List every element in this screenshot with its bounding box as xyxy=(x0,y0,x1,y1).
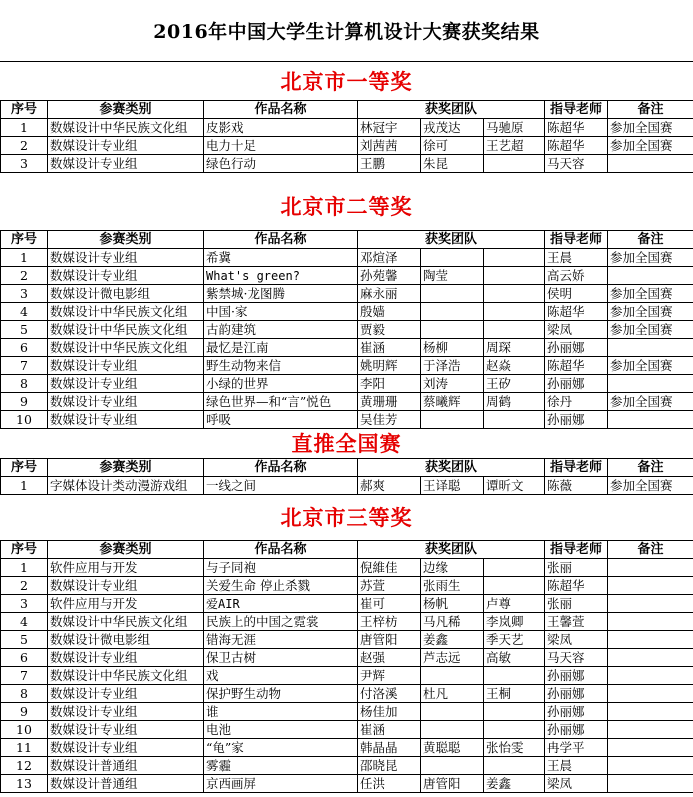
table-header-row xyxy=(1,541,693,559)
row-note xyxy=(608,757,693,775)
team-member: 于泽浩 xyxy=(421,357,484,375)
section-heading: 北京市三等奖 xyxy=(280,505,413,530)
row-work-title: 皮影戏 xyxy=(204,119,358,137)
table-row xyxy=(1,757,693,775)
results-table xyxy=(0,100,693,173)
row-advisor: 马天容 xyxy=(545,155,608,173)
team-member xyxy=(421,285,484,303)
header-category: 参赛类别 xyxy=(48,101,204,119)
team-member: 黄珊珊 xyxy=(358,393,421,411)
row-category: 字媒体设计类动漫游戏组 xyxy=(48,477,204,495)
team-member xyxy=(421,249,484,267)
header-team: 获奖团队 xyxy=(358,101,545,119)
row-note xyxy=(608,559,693,577)
team-member: 唐管阳 xyxy=(358,631,421,649)
table-row xyxy=(1,339,693,357)
row-category: 数媒设计专业组 xyxy=(48,267,204,285)
header-advisor: 指导老师 xyxy=(545,541,608,559)
header-note: 备注 xyxy=(608,101,693,119)
results-table xyxy=(0,458,693,495)
row-index: 13 xyxy=(1,775,48,793)
team-member: 刘涛 xyxy=(421,375,484,393)
team-member: 苏萱 xyxy=(358,577,421,595)
row-index: 7 xyxy=(1,667,48,685)
row-advisor: 孙丽娜 xyxy=(545,721,608,739)
header-team: 获奖团队 xyxy=(358,541,545,559)
team-member xyxy=(421,411,484,429)
table-row xyxy=(1,721,693,739)
team-member: 殷嫱 xyxy=(358,303,421,321)
table-row xyxy=(1,155,693,173)
team-member: 王桐 xyxy=(484,685,545,703)
row-note xyxy=(608,649,693,667)
row-work-title: 呼吸 xyxy=(204,411,358,429)
team-member: 尹辉 xyxy=(358,667,421,685)
team-member: 韩晶晶 xyxy=(358,739,421,757)
row-category: 数媒设计专业组 xyxy=(48,137,204,155)
row-work-title: 电池 xyxy=(204,721,358,739)
row-category: 数媒设计专业组 xyxy=(48,721,204,739)
team-member: 唐管阳 xyxy=(421,775,484,793)
row-index: 3 xyxy=(1,285,48,303)
table-row xyxy=(1,775,693,793)
table-header-row xyxy=(1,231,693,249)
team-member xyxy=(484,321,545,339)
row-advisor: 侯明 xyxy=(545,285,608,303)
team-member: 季天艺 xyxy=(484,631,545,649)
row-work-title: 保护野生动物 xyxy=(204,685,358,703)
header-category: 参赛类别 xyxy=(48,459,204,477)
table-row xyxy=(1,321,693,339)
team-member xyxy=(484,249,545,267)
row-index: 8 xyxy=(1,685,48,703)
row-advisor: 梁凤 xyxy=(545,321,608,339)
team-member: 姚明辉 xyxy=(358,357,421,375)
table-row xyxy=(1,375,693,393)
row-work-title: 中国·家 xyxy=(204,303,358,321)
row-index: 9 xyxy=(1,393,48,411)
team-member: 邵晓昆 xyxy=(358,757,421,775)
team-member: 张雨生 xyxy=(421,577,484,595)
row-category: 数媒设计专业组 xyxy=(48,393,204,411)
team-member: 周鹤 xyxy=(484,393,545,411)
table-row xyxy=(1,703,693,721)
row-work-title: 小绿的世界 xyxy=(204,375,358,393)
row-index: 3 xyxy=(1,155,48,173)
header-note: 备注 xyxy=(608,231,693,249)
table-row xyxy=(1,477,693,495)
row-advisor: 孙丽娜 xyxy=(545,339,608,357)
team-member xyxy=(484,303,545,321)
row-index: 1 xyxy=(1,249,48,267)
team-member: 倪維佳 xyxy=(358,559,421,577)
header-category: 参赛类别 xyxy=(48,541,204,559)
team-member xyxy=(484,285,545,303)
table-row xyxy=(1,119,693,137)
row-advisor: 孙丽娜 xyxy=(545,703,608,721)
row-work-title: “龟”家 xyxy=(204,739,358,757)
team-member: 刘茜茜 xyxy=(358,137,421,155)
row-work-title: 最忆是江南 xyxy=(204,339,358,357)
team-member: 孙苑馨 xyxy=(358,267,421,285)
team-member: 王矽 xyxy=(484,375,545,393)
row-index: 4 xyxy=(1,613,48,631)
row-advisor: 孙丽娜 xyxy=(545,667,608,685)
row-category: 数媒设计专业组 xyxy=(48,411,204,429)
row-advisor: 王晨 xyxy=(545,249,608,267)
team-member: 张怡雯 xyxy=(484,739,545,757)
team-member: 卢尊 xyxy=(484,595,545,613)
header-note: 备注 xyxy=(608,541,693,559)
row-index: 10 xyxy=(1,721,48,739)
team-member: 赵焱 xyxy=(484,357,545,375)
section-heading: 北京市二等奖 xyxy=(280,194,413,219)
team-member: 谭昕文 xyxy=(484,477,545,495)
team-member: 杨柳 xyxy=(421,339,484,357)
header-index: 序号 xyxy=(1,231,48,249)
table-row xyxy=(1,595,693,613)
header-note: 备注 xyxy=(608,459,693,477)
row-category: 数媒设计专业组 xyxy=(48,577,204,595)
row-index: 2 xyxy=(1,137,48,155)
team-member xyxy=(484,411,545,429)
table-row xyxy=(1,559,693,577)
team-member: 李岚卿 xyxy=(484,613,545,631)
header-work: 作品名称 xyxy=(204,231,358,249)
team-member xyxy=(484,703,545,721)
row-index: 5 xyxy=(1,321,48,339)
row-advisor: 孙丽娜 xyxy=(545,411,608,429)
row-category: 数媒设计中华民族文化组 xyxy=(48,667,204,685)
team-member: 任洪 xyxy=(358,775,421,793)
table-row xyxy=(1,649,693,667)
table-row xyxy=(1,613,693,631)
team-member: 芦志远 xyxy=(421,649,484,667)
team-member xyxy=(484,667,545,685)
team-member: 李阳 xyxy=(358,375,421,393)
team-member xyxy=(421,321,484,339)
team-member: 王梓枋 xyxy=(358,613,421,631)
row-advisor: 陈超华 xyxy=(545,577,608,595)
header-team: 获奖团队 xyxy=(358,231,545,249)
team-member: 高敏 xyxy=(484,649,545,667)
row-note xyxy=(608,739,693,757)
team-member xyxy=(484,721,545,739)
row-work-title: 民族上的中国之霓裳 xyxy=(204,613,358,631)
row-work-title: 希冀 xyxy=(204,249,358,267)
row-advisor: 陈超华 xyxy=(545,357,608,375)
table-row xyxy=(1,303,693,321)
row-advisor: 陈薇 xyxy=(545,477,608,495)
header-work: 作品名称 xyxy=(204,459,358,477)
row-category: 数媒设计专业组 xyxy=(48,357,204,375)
table-header-row xyxy=(1,101,693,119)
row-advisor: 孙丽娜 xyxy=(545,375,608,393)
row-note: 参加全国赛 xyxy=(608,249,693,267)
team-member: 麻永丽 xyxy=(358,285,421,303)
team-member: 崔涵 xyxy=(358,339,421,357)
table-row xyxy=(1,685,693,703)
row-work-title: 紫禁城·龙图腾 xyxy=(204,285,358,303)
team-member xyxy=(484,577,545,595)
team-member: 王艺超 xyxy=(484,137,545,155)
table-row xyxy=(1,249,693,267)
row-index: 2 xyxy=(1,267,48,285)
header-work: 作品名称 xyxy=(204,541,358,559)
row-note: 参加全国赛 xyxy=(608,119,693,137)
row-category: 数媒设计专业组 xyxy=(48,739,204,757)
team-member: 朱昆 xyxy=(421,155,484,173)
header-advisor: 指导老师 xyxy=(545,101,608,119)
team-member: 赵强 xyxy=(358,649,421,667)
team-member: 邓煊泽 xyxy=(358,249,421,267)
row-note: 参加全国赛 xyxy=(608,137,693,155)
row-note xyxy=(608,703,693,721)
team-member: 黄聪聪 xyxy=(421,739,484,757)
row-index: 6 xyxy=(1,339,48,357)
row-note xyxy=(608,375,693,393)
row-category: 数媒设计中华民族文化组 xyxy=(48,321,204,339)
team-member: 边缘 xyxy=(421,559,484,577)
team-member: 贾毅 xyxy=(358,321,421,339)
team-member: 陶莹 xyxy=(421,267,484,285)
row-advisor: 王晨 xyxy=(545,757,608,775)
row-advisor: 陈超华 xyxy=(545,137,608,155)
row-index: 10 xyxy=(1,411,48,429)
row-category: 数媒设计中华民族文化组 xyxy=(48,613,204,631)
table-row xyxy=(1,285,693,303)
row-note xyxy=(608,267,693,285)
header-team: 获奖团队 xyxy=(358,459,545,477)
row-note xyxy=(608,155,693,173)
row-note xyxy=(608,613,693,631)
row-index: 1 xyxy=(1,559,48,577)
team-member: 马凡稀 xyxy=(421,613,484,631)
row-category: 数媒设计微电影组 xyxy=(48,285,204,303)
row-index: 12 xyxy=(1,757,48,775)
team-member: 林冠宇 xyxy=(358,119,421,137)
row-advisor: 张丽 xyxy=(545,559,608,577)
team-member: 崔可 xyxy=(358,595,421,613)
header-work: 作品名称 xyxy=(204,101,358,119)
row-work-title: 错海无涯 xyxy=(204,631,358,649)
team-member: 姜鑫 xyxy=(421,631,484,649)
table-row xyxy=(1,357,693,375)
row-category: 数媒设计专业组 xyxy=(48,155,204,173)
row-category: 数媒设计普通组 xyxy=(48,775,204,793)
row-note: 参加全国赛 xyxy=(608,357,693,375)
row-category: 软件应用与开发 xyxy=(48,595,204,613)
table-header-row xyxy=(1,459,693,477)
row-index: 1 xyxy=(1,119,48,137)
row-index: 4 xyxy=(1,303,48,321)
table-row xyxy=(1,739,693,757)
row-advisor: 陈超华 xyxy=(545,119,608,137)
header-advisor: 指导老师 xyxy=(545,231,608,249)
team-member: 王鹏 xyxy=(358,155,421,173)
team-member: 戎茂达 xyxy=(421,119,484,137)
row-index: 11 xyxy=(1,739,48,757)
row-work-title: 关爱生命 停止杀戮 xyxy=(204,577,358,595)
team-member: 杜凡 xyxy=(421,685,484,703)
row-index: 6 xyxy=(1,649,48,667)
team-member: 吴佳芳 xyxy=(358,411,421,429)
table-row xyxy=(1,667,693,685)
row-note xyxy=(608,631,693,649)
row-note xyxy=(608,411,693,429)
team-member xyxy=(421,703,484,721)
row-work-title: 古韵建筑 xyxy=(204,321,358,339)
row-work-title: 电力十足 xyxy=(204,137,358,155)
row-category: 数媒设计中华民族文化组 xyxy=(48,339,204,357)
team-member xyxy=(421,757,484,775)
team-member: 周琛 xyxy=(484,339,545,357)
section-heading: 直推全国赛 xyxy=(291,431,402,456)
row-advisor: 马天容 xyxy=(545,649,608,667)
team-member: 蔡曦辉 xyxy=(421,393,484,411)
row-work-title: 绿色行动 xyxy=(204,155,358,173)
row-category: 数媒设计中华民族文化组 xyxy=(48,303,204,321)
team-member: 徐可 xyxy=(421,137,484,155)
row-category: 数媒设计微电影组 xyxy=(48,631,204,649)
document-title: 2016年中国大学生计算机设计大赛获奖结果 xyxy=(0,0,693,62)
row-work-title: What's green? xyxy=(204,267,358,285)
row-note xyxy=(608,577,693,595)
row-advisor: 张丽 xyxy=(545,595,608,613)
results-table xyxy=(0,230,693,429)
team-member xyxy=(484,559,545,577)
row-advisor: 梁凤 xyxy=(545,775,608,793)
row-note: 参加全国赛 xyxy=(608,477,693,495)
row-work-title: 京西画屏 xyxy=(204,775,358,793)
row-index: 9 xyxy=(1,703,48,721)
row-index: 2 xyxy=(1,577,48,595)
table-row xyxy=(1,393,693,411)
team-member xyxy=(484,267,545,285)
header-index: 序号 xyxy=(1,101,48,119)
row-category: 数媒设计专业组 xyxy=(48,649,204,667)
team-member: 崔涵 xyxy=(358,721,421,739)
row-note: 参加全国赛 xyxy=(608,393,693,411)
row-advisor: 陈超华 xyxy=(545,303,608,321)
row-category: 数媒设计专业组 xyxy=(48,685,204,703)
row-index: 3 xyxy=(1,595,48,613)
table-row xyxy=(1,631,693,649)
row-note xyxy=(608,667,693,685)
header-category: 参赛类别 xyxy=(48,231,204,249)
header-index: 序号 xyxy=(1,541,48,559)
row-note xyxy=(608,685,693,703)
row-advisor: 冉学平 xyxy=(545,739,608,757)
row-index: 8 xyxy=(1,375,48,393)
row-work-title: 保卫古树 xyxy=(204,649,358,667)
team-member: 姜鑫 xyxy=(484,775,545,793)
team-member: 郝爽 xyxy=(358,477,421,495)
row-work-title: 雾霾 xyxy=(204,757,358,775)
row-index: 1 xyxy=(1,477,48,495)
row-category: 数媒设计专业组 xyxy=(48,375,204,393)
table-row xyxy=(1,411,693,429)
row-note xyxy=(608,775,693,793)
row-advisor: 孙丽娜 xyxy=(545,685,608,703)
header-index: 序号 xyxy=(1,459,48,477)
row-category: 软件应用与开发 xyxy=(48,559,204,577)
team-member xyxy=(421,721,484,739)
results-table xyxy=(0,540,693,793)
table-row xyxy=(1,577,693,595)
row-work-title: 野生动物来信 xyxy=(204,357,358,375)
row-note: 参加全国赛 xyxy=(608,321,693,339)
row-work-title: 与子同袍 xyxy=(204,559,358,577)
team-member xyxy=(484,757,545,775)
section-heading: 北京市一等奖 xyxy=(280,69,413,94)
row-work-title: 爱AIR xyxy=(204,595,358,613)
row-category: 数媒设计专业组 xyxy=(48,249,204,267)
row-advisor: 王馨萱 xyxy=(545,613,608,631)
row-index: 7 xyxy=(1,357,48,375)
team-member: 付洛溪 xyxy=(358,685,421,703)
row-note xyxy=(608,595,693,613)
row-category: 数媒设计专业组 xyxy=(48,703,204,721)
row-index: 5 xyxy=(1,631,48,649)
row-advisor: 徐丹 xyxy=(545,393,608,411)
table-row xyxy=(1,267,693,285)
row-category: 数媒设计中华民族文化组 xyxy=(48,119,204,137)
team-member: 王译聪 xyxy=(421,477,484,495)
row-advisor: 梁凤 xyxy=(545,631,608,649)
row-work-title: 谁 xyxy=(204,703,358,721)
row-work-title: 一线之间 xyxy=(204,477,358,495)
row-note xyxy=(608,721,693,739)
team-member xyxy=(484,155,545,173)
team-member: 杨佳加 xyxy=(358,703,421,721)
team-member: 马驰原 xyxy=(484,119,545,137)
header-advisor: 指导老师 xyxy=(545,459,608,477)
row-advisor: 高云娇 xyxy=(545,267,608,285)
row-note: 参加全国赛 xyxy=(608,303,693,321)
table-row xyxy=(1,137,693,155)
team-member: 杨帆 xyxy=(421,595,484,613)
row-category: 数媒设计普通组 xyxy=(48,757,204,775)
row-note xyxy=(608,339,693,357)
team-member xyxy=(421,667,484,685)
row-work-title: 绿色世界—和“言”悦色 xyxy=(204,393,358,411)
row-note: 参加全国赛 xyxy=(608,285,693,303)
team-member xyxy=(421,303,484,321)
row-work-title: 戏 xyxy=(204,667,358,685)
